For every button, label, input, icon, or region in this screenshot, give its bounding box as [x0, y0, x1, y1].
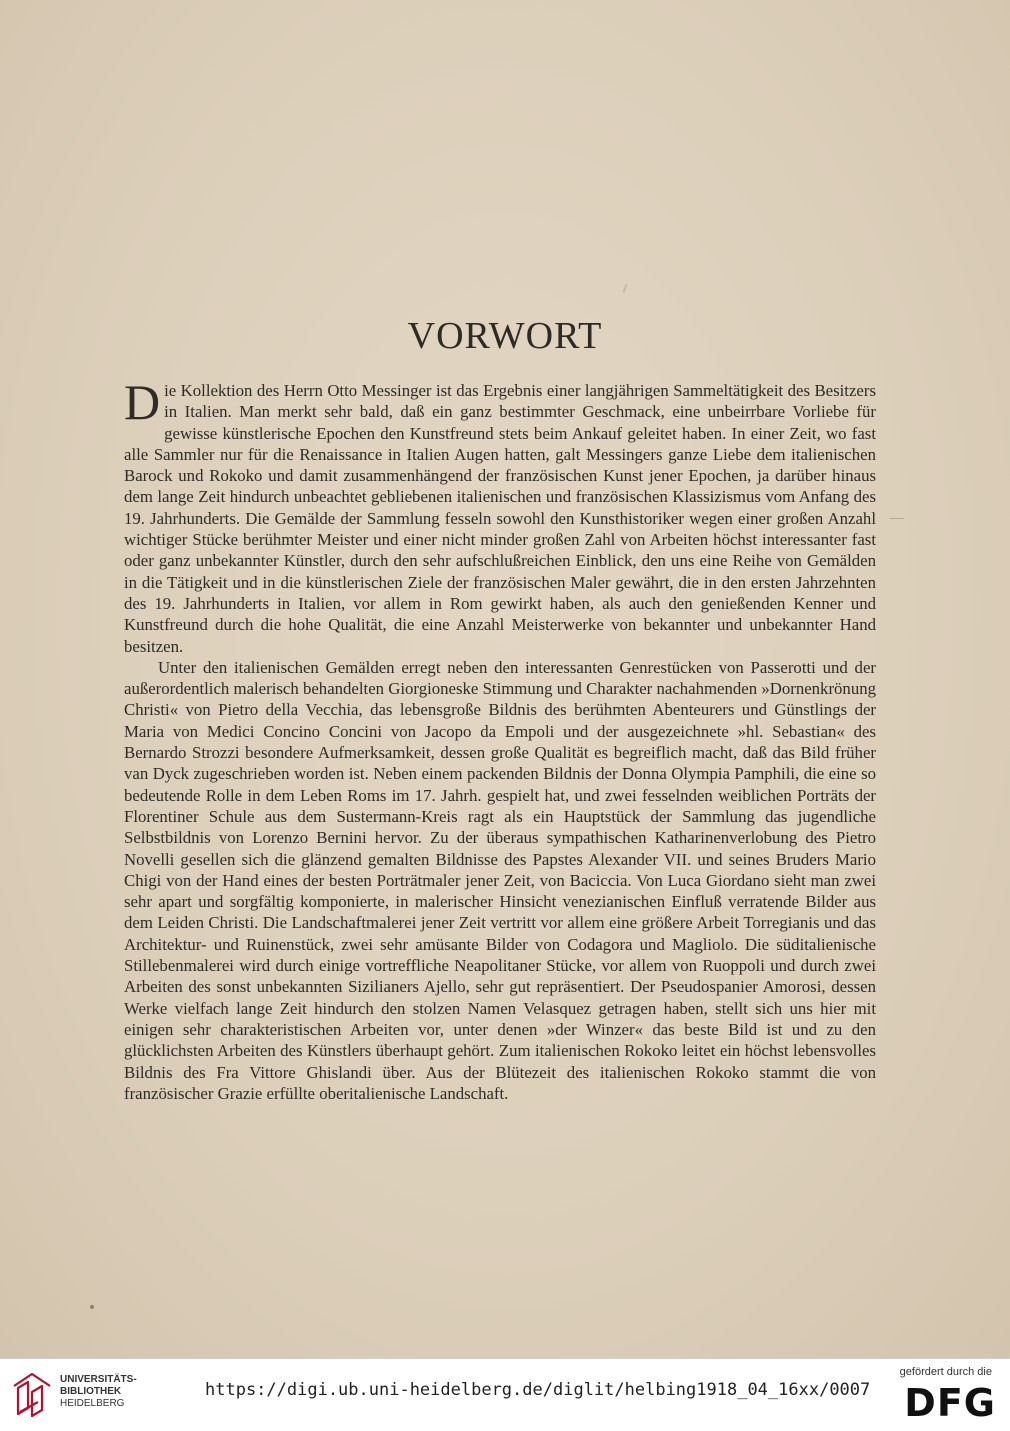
paragraph-2: Unter den italienischen Gemälden erregt neben den interessanten Genrestücken von Passerotti und der außerordentlich malerisch behandelten Giorgioneske Stimmung und Charakter nachahmenden »Dornenkrönung Christi« von Pietro della Vecchia, das lebensgroße Bildnis des berühmten Abenteurers und Günstlings der Maria von Medici Concino Concini von Jacopo da Empoli und der ausgezeichnete »hl. Sebastian« des Bernardo Strozzi besondere Aufmerksamkeit, dessen große Qualität es begreiflich macht, daß das Bild früher van Dyck zugeschrieben worden ist. Neben einem packenden Bildnis der Donna Olympia Pamphili, die eine so bedeutende Rolle in dem Leben Roms im 17. Jahrh. gespielt hat, und zwei fesselnden weiblichen Porträts der Florentiner Schule aus dem Sustermann-Kreis ragt als ein Hauptstück der Sammlung das jugendliche Selbstbildnis von Lorenzo Bernini hervor. Zu der überaus sympathischen Katharinenverlobung des Pietro Novelli gesellen sich die glänzend gemalten Bildnisse des Papstes Alexander VII. und seines Bruders Mario Chigi von der Hand eines der besten Porträtmaler jener Zeit, von Baciccia. Von Luca Giordano sieht man zwei sehr apart und sorgfältig komponierte, in malerischer Hinsicht venezianischen Einfluß verratende Bilder aus dem Leiden Christi. Die Landschaftmalerei jener Zeit vertritt vor allem eine größere Arbeit Torregianis und das Architektur- und Ruinenstück, zwei sehr amüsante Bilder von Codagora und Magliolo. Die süditalienische Stillebenmalerei wird durch einige vortreffliche Neapolitaner Stücke, vor allem von Ruoppoli und durch zwei Arbeiten des sonst unbekannten Sizilianers Ajello, sehr gut repräsentiert. Der Pseudospanier Amorosi, dessen Werke vielfach lange Zeit hindurch den stolzen Namen Velasquez getragen haben, stellt sich uns hier mit einigen sehr charakteristischen Arbeiten vor, unter denen »der Winzer« das beste Bild ist und zu den glücklichsten Arbeiten des Künstlers überhaupt gehört. Zum italienischen Rokoko leitet ein höchst lebensvolles Bildnis des Fra Vittore Ghislandi über. Aus der Blütezeit des italienischen Rokoko stammt die von französischer Grazie erfüllte oberitalienische Landschaft. [124, 657, 876, 1103]
dfg-logo[interactable]: DFG [904, 1381, 996, 1425]
margin-mark [890, 518, 904, 519]
permalink-url[interactable]: https://digi.ub.uni-heidelberg.de/diglit/helbing1918_04_16xx/0007 [205, 1380, 871, 1400]
paper-mark [623, 284, 628, 293]
library-name-line-3: HEIDELBERG [60, 1398, 125, 1409]
body-text [124, 374, 876, 1104]
page-title: VORWORT [407, 315, 603, 357]
library-name-line-2: BIBLIOTHEK [60, 1386, 122, 1397]
paper-speck [90, 1305, 94, 1309]
footer-bar [0, 1358, 1010, 1431]
drop-cap: D [124, 374, 161, 430]
paragraph-1 [124, 374, 876, 657]
university-library-logo-icon[interactable] [10, 1368, 54, 1420]
library-name[interactable] [60, 1374, 137, 1410]
library-name-line-1: UNIVERSITÄTS- [60, 1374, 137, 1385]
funding-label: gefördert durch die [899, 1366, 992, 1378]
paragraph-1-text: ie Kollektion des Herrn Otto Messinger ist das Ergebnis einer langjährigen Sammeltätigkeit des Besitzers in Italien. Man merkt sehr bald, daß ein ganz bestimmter Geschmack, eine unbeirrbare Vorliebe für gewisse künstlerische Epochen den Kunstfreund stets beim Ankauf geleitet haben. In einer Zeit, wo fast alle Sammler nur für die Renaissance in Italien Augen hatten, galt Messingers ganze Liebe dem italienischen Barock und Rokoko und damit zusammenhängend der französischen Kunst jener Epochen, ja darüber hinaus dem lange Zeit hindurch unbeachtet gebliebenen italienischen und französischen Klassizismus vom Anfang des 19. Jahrhunderts. Die Gemälde der Sammlung fesseln sowohl den Kunsthistoriker wegen einer großen Anzahl wichtiger Stücke berühmter Meister und einer nicht minder großen Zahl von Arbeiten höchst interessanter fast oder ganz unbekannter Künstler, durch den sehr aufschlußreichen Einblick, den uns eine Reihe von Gemälden in die Tätigkeit und in die künstlerischen Ziele der französischen Maler gewährt, die in den ersten Jahrzehnten des 19. Jahrhunderts in Italien, vor allem in Rom gewirkt haben, als auch den genießenden Kenner und Kunstfreund durch die hohe Qualität, die eine Anzahl Meisterwerke von bekannter und unbekannter Hand besitzen. [124, 381, 876, 656]
